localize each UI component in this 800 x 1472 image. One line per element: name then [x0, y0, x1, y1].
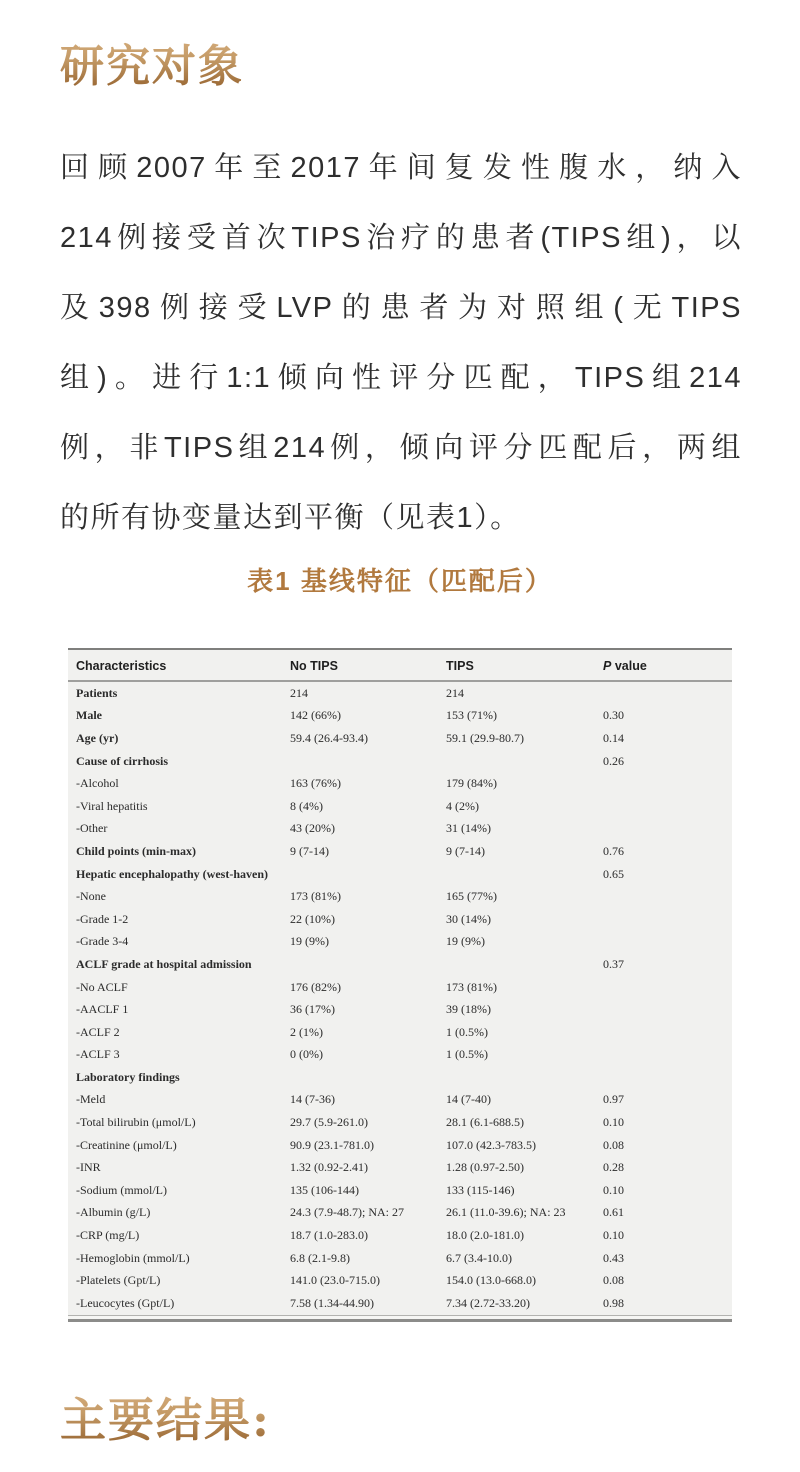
table-row [68, 1066, 732, 1089]
table-row [68, 998, 732, 1021]
section-heading-main-results: 主要结果: [60, 1384, 271, 1450]
cell-p-value: 0.97 [603, 1092, 624, 1107]
cell-p-value: 0.43 [603, 1250, 624, 1265]
table-row [68, 1224, 732, 1247]
cell-tips [446, 1066, 603, 1089]
intro-line: 例，非TIPS组214例，倾向评分匹配后，两组 [60, 432, 742, 464]
cell-p-value [603, 885, 732, 908]
cell-p-value: 0.08 [603, 1137, 624, 1152]
cell-characteristic: -No ACLF [76, 979, 128, 994]
cell-p-value: 0.10 [603, 1182, 624, 1197]
cell-characteristic: -Platelets (Gpt/L) [76, 1273, 161, 1288]
intro-line: 及398例接受LVP的患者为对照组(无TIPS [60, 292, 742, 324]
cell-p-value [603, 772, 732, 795]
cell-tips: 14 (7-40) [446, 1092, 491, 1107]
cell-characteristic: Male [76, 708, 102, 723]
cell-tips: 165 (77%) [446, 889, 497, 904]
table-row [68, 681, 732, 705]
cell-tips: 30 (14%) [446, 911, 491, 926]
cell-tips: 214 [446, 685, 464, 700]
cell-p-value: 0.98 [603, 1295, 624, 1310]
cell-tips: 6.7 (3.4-10.0) [446, 1250, 512, 1265]
cell-no-tips [290, 1066, 446, 1089]
cell-p-value: 0.76 [603, 843, 624, 858]
cell-tips: 9 (7-14) [446, 843, 485, 858]
table-header-row [68, 650, 732, 681]
table-row [68, 818, 732, 841]
cell-p-value [603, 795, 732, 818]
cell-no-tips: 24.3 (7.9-48.7); NA: 27 [290, 1205, 404, 1220]
table-row [68, 976, 732, 999]
cell-p-value: 0.26 [603, 753, 624, 768]
cell-p-value [603, 1021, 732, 1044]
cell-tips: 18.0 (2.0-181.0) [446, 1228, 524, 1243]
cell-characteristic: -Creatinine (μmol/L) [76, 1137, 177, 1152]
intro-paragraph [60, 133, 742, 553]
cell-p-value [603, 818, 732, 841]
col-header-characteristics: Characteristics [68, 650, 290, 681]
cell-characteristic: -Alcohol [76, 776, 119, 791]
cell-no-tips: 9 (7-14) [290, 843, 329, 858]
cell-p-value: 0.30 [603, 708, 624, 723]
intro-line: 回顾2007年至2017年间复发性腹水，纳入 [60, 152, 742, 184]
section-heading-research-subjects: 研究对象 [60, 30, 244, 94]
table-row [68, 795, 732, 818]
cell-p-value: 0.61 [603, 1205, 624, 1220]
cell-p-value [603, 976, 732, 999]
cell-no-tips [290, 953, 446, 976]
cell-characteristic: -Hemoglobin (mmol/L) [76, 1250, 190, 1265]
col-header-no-tips: No TIPS [290, 650, 446, 681]
cell-no-tips: 2 (1%) [290, 1024, 323, 1039]
table-row [68, 1269, 732, 1292]
cell-no-tips: 14 (7-36) [290, 1092, 335, 1107]
cell-p-value: 0.08 [603, 1273, 624, 1288]
table-row [68, 908, 732, 931]
cell-no-tips: 142 (66%) [290, 708, 341, 723]
cell-characteristic: Cause of cirrhosis [76, 753, 168, 768]
intro-line: 组)。进行1:1倾向性评分匹配，TIPS组214 [60, 362, 742, 394]
cell-p-value [603, 998, 732, 1021]
cell-no-tips: 36 (17%) [290, 1002, 335, 1017]
cell-p-value: 0.10 [603, 1115, 624, 1130]
table-row [68, 727, 732, 750]
cell-characteristic: -Albumin (g/L) [76, 1205, 151, 1220]
cell-characteristic: Child points (min-max) [76, 843, 197, 858]
cell-p-value: 0.10 [603, 1228, 624, 1243]
cell-no-tips: 7.58 (1.34-44.90) [290, 1295, 374, 1310]
cell-characteristic: -Viral hepatitis [76, 798, 148, 813]
cell-p-value: 0.37 [603, 956, 624, 971]
table-row [68, 1111, 732, 1134]
cell-tips: 7.34 (2.72-33.20) [446, 1295, 530, 1310]
cell-no-tips: 0 (0%) [290, 1047, 323, 1062]
cell-tips: 133 (115-146) [446, 1182, 515, 1197]
cell-tips: 39 (18%) [446, 1002, 491, 1017]
table-row [68, 1156, 732, 1179]
cell-no-tips: 90.9 (23.1-781.0) [290, 1137, 374, 1152]
cell-characteristic: -Grade 1-2 [76, 911, 129, 926]
cell-characteristic: -Meld [76, 1092, 106, 1107]
baseline-characteristics-table [68, 648, 732, 1322]
cell-characteristic: ACLF grade at hospital admission [76, 956, 252, 971]
cell-no-tips: 135 (106-144) [290, 1182, 359, 1197]
cell-no-tips: 173 (81%) [290, 889, 341, 904]
cell-tips: 154.0 (13.0-668.0) [446, 1273, 536, 1288]
cell-tips [446, 863, 603, 886]
table-row [68, 840, 732, 863]
table-row [68, 1179, 732, 1202]
table-row [68, 705, 732, 728]
table-row [68, 772, 732, 795]
col-header-p-value [603, 650, 732, 681]
cell-tips: 179 (84%) [446, 776, 497, 791]
cell-tips: 4 (2%) [446, 798, 479, 813]
intro-line: 的所有协变量达到平衡（见表1）。 [60, 502, 521, 534]
cell-p-value: 0.28 [603, 1160, 624, 1175]
table-row [68, 1021, 732, 1044]
col-header-tips: TIPS [446, 650, 603, 681]
cell-p-value: 0.14 [603, 730, 624, 745]
cell-tips: 1.28 (0.97-2.50) [446, 1160, 524, 1175]
cell-no-tips: 214 [290, 685, 308, 700]
table-row [68, 931, 732, 954]
table-row [68, 1292, 732, 1315]
table-row [68, 1089, 732, 1112]
cell-characteristic: Laboratory findings [76, 1069, 180, 1084]
cell-characteristic: -Total bilirubin (μmol/L) [76, 1115, 196, 1130]
cell-p-value [603, 908, 732, 931]
cell-characteristic: -Grade 3-4 [76, 934, 129, 949]
cell-no-tips: 1.32 (0.92-2.41) [290, 1160, 368, 1175]
cell-tips: 1 (0.5%) [446, 1047, 488, 1062]
cell-p-value [603, 681, 732, 705]
cell-tips: 26.1 (11.0-39.6); NA: 23 [446, 1205, 566, 1220]
cell-no-tips: 29.7 (5.9-261.0) [290, 1115, 368, 1130]
cell-no-tips: 141.0 (23.0-715.0) [290, 1273, 380, 1288]
cell-tips: 1 (0.5%) [446, 1024, 488, 1039]
cell-no-tips: 18.7 (1.0-283.0) [290, 1228, 368, 1243]
table-row [68, 1247, 732, 1270]
table-caption: 表1 基线特征（匹配后） [247, 566, 553, 596]
table-row [68, 885, 732, 908]
cell-characteristic: -ACLF 3 [76, 1047, 120, 1062]
p-value-label: P value [603, 659, 647, 673]
cell-tips [446, 750, 603, 773]
cell-characteristic: -Other [76, 821, 108, 836]
cell-no-tips: 8 (4%) [290, 798, 323, 813]
cell-characteristic: Hepatic encephalopathy (west-haven) [76, 866, 268, 881]
cell-p-value [603, 1066, 732, 1089]
intro-line: 214例接受首次TIPS治疗的患者(TIPS组)，以 [60, 222, 742, 254]
cell-characteristic: Age (yr) [76, 730, 119, 745]
cell-characteristic: -Leucocytes (Gpt/L) [76, 1295, 175, 1310]
cell-tips: 153 (71%) [446, 708, 497, 723]
cell-no-tips: 43 (20%) [290, 821, 335, 836]
cell-no-tips: 176 (82%) [290, 979, 341, 994]
cell-tips: 173 (81%) [446, 979, 497, 994]
cell-characteristic: -CRP (mg/L) [76, 1228, 140, 1243]
table-row [68, 750, 732, 773]
cell-characteristic: -None [76, 889, 106, 904]
table-bottom-rule-thick [68, 1319, 732, 1322]
table-row [68, 1202, 732, 1225]
cell-no-tips: 163 (76%) [290, 776, 341, 791]
cell-p-value [603, 1044, 732, 1067]
table-row [68, 953, 732, 976]
cell-characteristic: -ACLF 2 [76, 1024, 120, 1039]
table-row [68, 1044, 732, 1067]
table-row [68, 863, 732, 886]
cell-no-tips: 6.8 (2.1-9.8) [290, 1250, 350, 1265]
cell-no-tips: 19 (9%) [290, 934, 329, 949]
table-row [68, 1134, 732, 1157]
cell-tips: 28.1 (6.1-688.5) [446, 1115, 524, 1130]
cell-characteristic: -Sodium (mmol/L) [76, 1182, 167, 1197]
cell-characteristic: -AACLF 1 [76, 1002, 129, 1017]
cell-no-tips [290, 863, 446, 886]
cell-p-value [603, 931, 732, 954]
cell-tips: 107.0 (42.3-783.5) [446, 1137, 536, 1152]
cell-tips: 19 (9%) [446, 934, 485, 949]
cell-tips: 31 (14%) [446, 821, 491, 836]
cell-no-tips: 59.4 (26.4-93.4) [290, 730, 368, 745]
cell-tips: 59.1 (29.9-80.7) [446, 730, 524, 745]
cell-characteristic: -INR [76, 1160, 101, 1175]
cell-no-tips [290, 750, 446, 773]
cell-characteristic: Patients [76, 685, 118, 700]
cell-no-tips: 22 (10%) [290, 911, 335, 926]
cell-p-value: 0.65 [603, 866, 624, 881]
cell-tips [446, 953, 603, 976]
